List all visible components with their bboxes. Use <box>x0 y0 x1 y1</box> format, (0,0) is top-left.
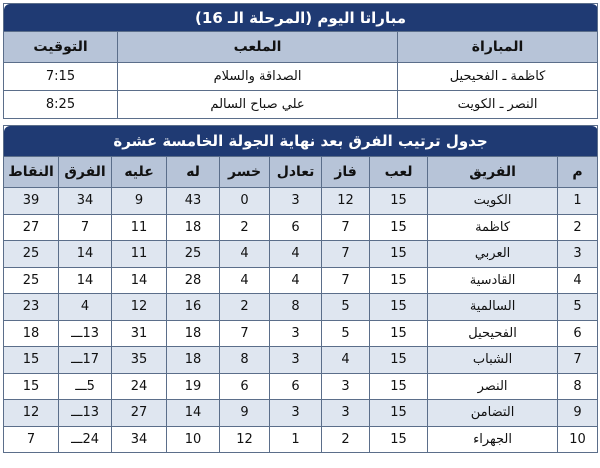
drawn-cell: 3 <box>270 347 322 374</box>
points-cell: 23 <box>4 294 59 321</box>
won-cell: 2 <box>322 426 370 453</box>
diff-cell: 13ـــ <box>59 400 112 427</box>
played-header: لعب <box>370 157 428 188</box>
lost-cell: 6 <box>220 373 270 400</box>
match-row <box>4 91 598 119</box>
table-row <box>4 373 598 400</box>
against-cell: 31 <box>112 320 167 347</box>
played-cell: 15 <box>370 267 428 294</box>
against-cell: 27 <box>112 400 167 427</box>
drawn-header: تعادل <box>270 157 322 188</box>
points-cell: 39 <box>4 188 59 215</box>
points-cell: 15 <box>4 373 59 400</box>
table-row <box>4 347 598 374</box>
drawn-cell: 3 <box>270 400 322 427</box>
lost-cell: 0 <box>220 188 270 215</box>
match-cell: النصر ـ الكويت <box>398 91 598 119</box>
diff-cell: 4 <box>59 294 112 321</box>
table-row <box>4 214 598 241</box>
played-cell: 15 <box>370 241 428 268</box>
diff-cell: 5ـــ <box>59 373 112 400</box>
team-cell: الجهراء <box>428 426 558 453</box>
rank-cell: 8 <box>558 373 598 400</box>
lost-cell: 4 <box>220 267 270 294</box>
time-cell: 7:15 <box>4 63 118 91</box>
won-cell: 3 <box>322 400 370 427</box>
played-cell: 15 <box>370 400 428 427</box>
matches-table <box>3 3 598 119</box>
lost-cell: 2 <box>220 294 270 321</box>
drawn-cell: 3 <box>270 320 322 347</box>
played-cell: 15 <box>370 373 428 400</box>
points-cell: 27 <box>4 214 59 241</box>
team-cell: الفحيحيل <box>428 320 558 347</box>
drawn-cell: 4 <box>270 241 322 268</box>
team-cell: النصر <box>428 373 558 400</box>
played-cell: 15 <box>370 347 428 374</box>
diff-cell: 14 <box>59 241 112 268</box>
diff-cell: 34 <box>59 188 112 215</box>
diff-cell: 13ـــ <box>59 320 112 347</box>
table-row <box>4 400 598 427</box>
time-cell: 8:25 <box>4 91 118 119</box>
lost-cell: 8 <box>220 347 270 374</box>
drawn-cell: 4 <box>270 267 322 294</box>
diff-cell: 14 <box>59 267 112 294</box>
rank-cell: 10 <box>558 426 598 453</box>
won-cell: 12 <box>322 188 370 215</box>
venue-cell: علي صباح السالم <box>118 91 398 119</box>
played-cell: 15 <box>370 214 428 241</box>
against-cell: 34 <box>112 426 167 453</box>
table-row <box>4 188 598 215</box>
table-row <box>4 426 598 453</box>
won-cell: 3 <box>322 373 370 400</box>
won-cell: 5 <box>322 294 370 321</box>
drawn-cell: 6 <box>270 373 322 400</box>
for-cell: 18 <box>167 347 220 374</box>
rank-cell: 2 <box>558 214 598 241</box>
lost-cell: 4 <box>220 241 270 268</box>
diff-header: الفرق <box>59 157 112 188</box>
won-cell: 7 <box>322 267 370 294</box>
time-header: التوقيت <box>4 32 118 63</box>
match-header: المباراة <box>398 32 598 63</box>
drawn-cell: 8 <box>270 294 322 321</box>
drawn-cell: 1 <box>270 426 322 453</box>
lost-cell: 2 <box>220 214 270 241</box>
team-cell: كاظمة <box>428 214 558 241</box>
played-cell: 15 <box>370 188 428 215</box>
drawn-cell: 3 <box>270 188 322 215</box>
against-header: عليه <box>112 157 167 188</box>
for-cell: 18 <box>167 214 220 241</box>
table-row <box>4 267 598 294</box>
rank-cell: 6 <box>558 320 598 347</box>
points-cell: 25 <box>4 241 59 268</box>
matches-title: مباراتا اليوم (المرحلة الـ 16) <box>4 4 598 32</box>
team-cell: القادسية <box>428 267 558 294</box>
rank-cell: 1 <box>558 188 598 215</box>
match-row <box>4 63 598 91</box>
team-cell: العربي <box>428 241 558 268</box>
table-row <box>4 241 598 268</box>
for-cell: 16 <box>167 294 220 321</box>
rank-cell: 4 <box>558 267 598 294</box>
for-cell: 19 <box>167 373 220 400</box>
points-cell: 12 <box>4 400 59 427</box>
team-header: الفريق <box>428 157 558 188</box>
played-cell: 15 <box>370 294 428 321</box>
against-cell: 12 <box>112 294 167 321</box>
won-cell: 5 <box>322 320 370 347</box>
against-cell: 35 <box>112 347 167 374</box>
lost-cell: 12 <box>220 426 270 453</box>
rank-cell: 3 <box>558 241 598 268</box>
played-cell: 15 <box>370 320 428 347</box>
rank-cell: 9 <box>558 400 598 427</box>
drawn-cell: 6 <box>270 214 322 241</box>
won-cell: 7 <box>322 214 370 241</box>
diff-cell: 24ـــ <box>59 426 112 453</box>
table-row <box>4 320 598 347</box>
points-cell: 25 <box>4 267 59 294</box>
played-cell: 15 <box>370 426 428 453</box>
points-cell: 18 <box>4 320 59 347</box>
table-row <box>4 294 598 321</box>
match-cell: كاظمة ـ الفحيحيل <box>398 63 598 91</box>
lost-cell: 7 <box>220 320 270 347</box>
for-cell: 18 <box>167 320 220 347</box>
points-header: النقاط <box>4 157 59 188</box>
venue-cell: الصداقة والسلام <box>118 63 398 91</box>
for-cell: 14 <box>167 400 220 427</box>
against-cell: 14 <box>112 267 167 294</box>
against-cell: 11 <box>112 241 167 268</box>
for-cell: 10 <box>167 426 220 453</box>
rank-header: م <box>558 157 598 188</box>
lost-header: خسر <box>220 157 270 188</box>
rank-cell: 5 <box>558 294 598 321</box>
against-cell: 9 <box>112 188 167 215</box>
points-cell: 7 <box>4 426 59 453</box>
won-cell: 7 <box>322 241 370 268</box>
lost-cell: 9 <box>220 400 270 427</box>
standings-title: جدول ترتيب الفرق بعد نهاية الجولة الخامسة عشرة <box>4 126 598 157</box>
against-cell: 11 <box>112 214 167 241</box>
venue-header: الملعب <box>118 32 398 63</box>
points-cell: 15 <box>4 347 59 374</box>
for-header: له <box>167 157 220 188</box>
for-cell: 43 <box>167 188 220 215</box>
won-cell: 4 <box>322 347 370 374</box>
standings-table <box>3 125 598 453</box>
team-cell: الكويت <box>428 188 558 215</box>
team-cell: السالمية <box>428 294 558 321</box>
won-header: فاز <box>322 157 370 188</box>
for-cell: 28 <box>167 267 220 294</box>
against-cell: 24 <box>112 373 167 400</box>
diff-cell: 7 <box>59 214 112 241</box>
team-cell: الشباب <box>428 347 558 374</box>
standings-body <box>4 188 598 453</box>
team-cell: التضامن <box>428 400 558 427</box>
rank-cell: 7 <box>558 347 598 374</box>
for-cell: 25 <box>167 241 220 268</box>
page <box>3 3 597 453</box>
diff-cell: 17ـــ <box>59 347 112 374</box>
